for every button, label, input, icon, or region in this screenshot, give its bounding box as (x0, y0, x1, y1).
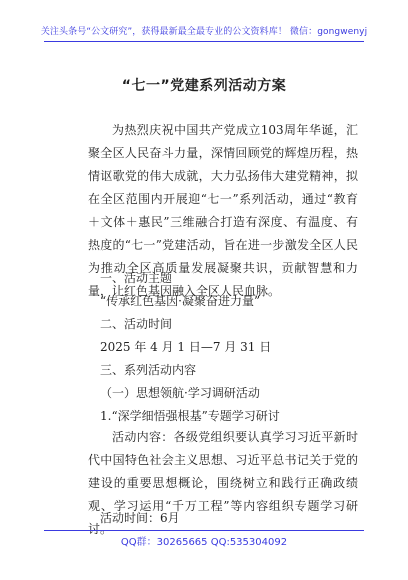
item1-time: 活动时间：6月 (100, 511, 180, 525)
document-title: “七一”党建系列活动方案 (121, 78, 287, 94)
subsection1-heading: （一）思想领航·学习调研活动 (100, 386, 260, 400)
header-note: 关注头条号“公文研究”，获得最新最全最专业的公文资料库！ 微信：gongwenyj (40, 27, 368, 37)
section1-heading: 一、活动主题 (100, 271, 173, 285)
section1-content: “传承红色基因·凝聚奋进力量” (100, 294, 261, 308)
section2-content: 2025 年 4 月 1 日—7 月 31 日 (100, 340, 272, 354)
item1-text: 活动内容：各级党组织要认真学习习近平新时代中国特色社会主义思想、习近平总书记关于党的建设的重要思想概论，围绕树立和践行正确政绩观、学习运用“千万工程”等内容组织专题学习研讨。 (88, 430, 358, 536)
header-divider (44, 41, 364, 42)
section2-heading: 二、活动时间 (100, 317, 173, 331)
item1-heading: 1.“深学细悟强根基”专题学习研讨 (100, 409, 280, 423)
section3-heading: 三、系列活动内容 (100, 363, 197, 377)
footer-divider (44, 530, 364, 531)
intro-text: 为热烈庆祝中国共产党成立103周年华诞，汇聚全区人民奋斗力量，深情回顾党的辉煌历程，热情讴歌党的伟大成就，大力弘扬伟大建党精神，拟在全区范围内开展迎“七一”系列活动，通过“教育＋文体＋惠民”三维融合打造有深度、有温度、有热度的“七一”党建活动，旨在进一步激发全区人民为推动全区高质量发展凝聚共识，贡献智慧和力量，让红色基因融入全区人民血脉。 (88, 123, 358, 298)
footer-contact: QQ群：30265665 QQ:535304092 (120, 537, 288, 548)
